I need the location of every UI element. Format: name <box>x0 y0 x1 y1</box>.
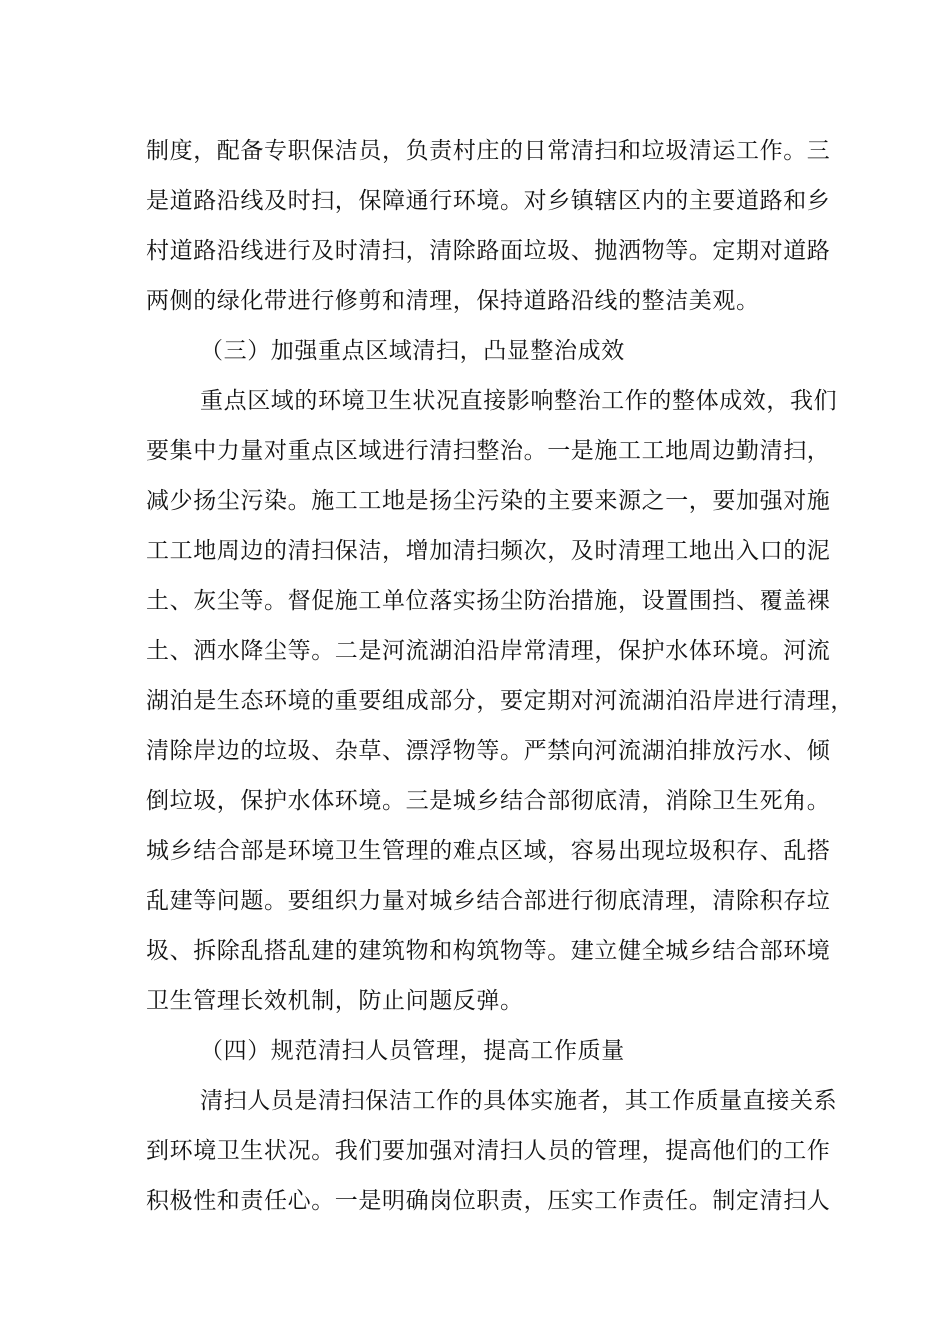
body-text-line: 湖泊是生态环境的重要组成部分，要定期对河流湖泊沿岸进行清理， <box>146 688 854 714</box>
body-text-line: 倒垃圾，保护水体环境。三是城乡结合部彻底清，消除卫生死角。 <box>146 788 831 814</box>
body-text-line: 到环境卫生状况。我们要加强对清扫人员的管理，提高他们的工作 <box>146 1138 831 1164</box>
body-text-line: 积极性和责任心。一是明确岗位职责，压实工作责任。制定清扫人 <box>146 1188 831 1214</box>
body-text-line: 减少扬尘污染。施工工地是扬尘污染的主要来源之一，要加强对施 <box>146 488 831 514</box>
body-text-line: 卫生管理长效机制，防止问题反弹。 <box>146 988 524 1014</box>
body-text-line: 村道路沿线进行及时清扫，清除路面垃圾、抛洒物等。定期对道路 <box>146 238 831 264</box>
body-text-line: 制度，配备专职保洁员，负责村庄的日常清扫和垃圾清运工作。三 <box>146 138 831 164</box>
body-text-line: 两侧的绿化带进行修剪和清理，保持道路沿线的整洁美观。 <box>146 288 760 314</box>
body-text-line: 城乡结合部是环境卫生管理的难点区域，容易出现垃圾积存、乱搭 <box>146 838 831 864</box>
paragraph-first-line: 清扫人员是清扫保洁工作的具体实施者，其工作质量直接关系 <box>200 1088 838 1114</box>
body-text-line: 土、洒水降尘等。二是河流湖泊沿岸常清理，保护水体环境。河流 <box>146 638 831 664</box>
body-text-line: 圾、拆除乱搭乱建的建筑物和构筑物等。建立健全城乡结合部环境 <box>146 938 831 964</box>
section-heading-3: （三）加强重点区域清扫，凸显整治成效 <box>200 338 625 364</box>
body-text-line: 乱建等问题。要组织力量对城乡结合部进行彻底清理，清除积存垃 <box>146 888 831 914</box>
body-text-line: 清除岸边的垃圾、杂草、漂浮物等。严禁向河流湖泊排放污水、倾 <box>146 738 831 764</box>
body-text-line: 土、灰尘等。督促施工单位落实扬尘防治措施，设置围挡、覆盖裸 <box>146 588 831 614</box>
section-heading-4: （四）规范清扫人员管理，提高工作质量 <box>200 1038 625 1064</box>
body-text-line: 要集中力量对重点区域进行清扫整治。一是施工工地周边勤清扫， <box>146 438 831 464</box>
paragraph-first-line: 重点区域的环境卫生状况直接影响整治工作的整体成效，我们 <box>200 388 838 414</box>
body-text-line: 是道路沿线及时扫，保障通行环境。对乡镇辖区内的主要道路和乡 <box>146 188 831 214</box>
body-text-line: 工工地周边的清扫保洁，增加清扫频次，及时清理工地出入口的泥 <box>146 538 831 564</box>
